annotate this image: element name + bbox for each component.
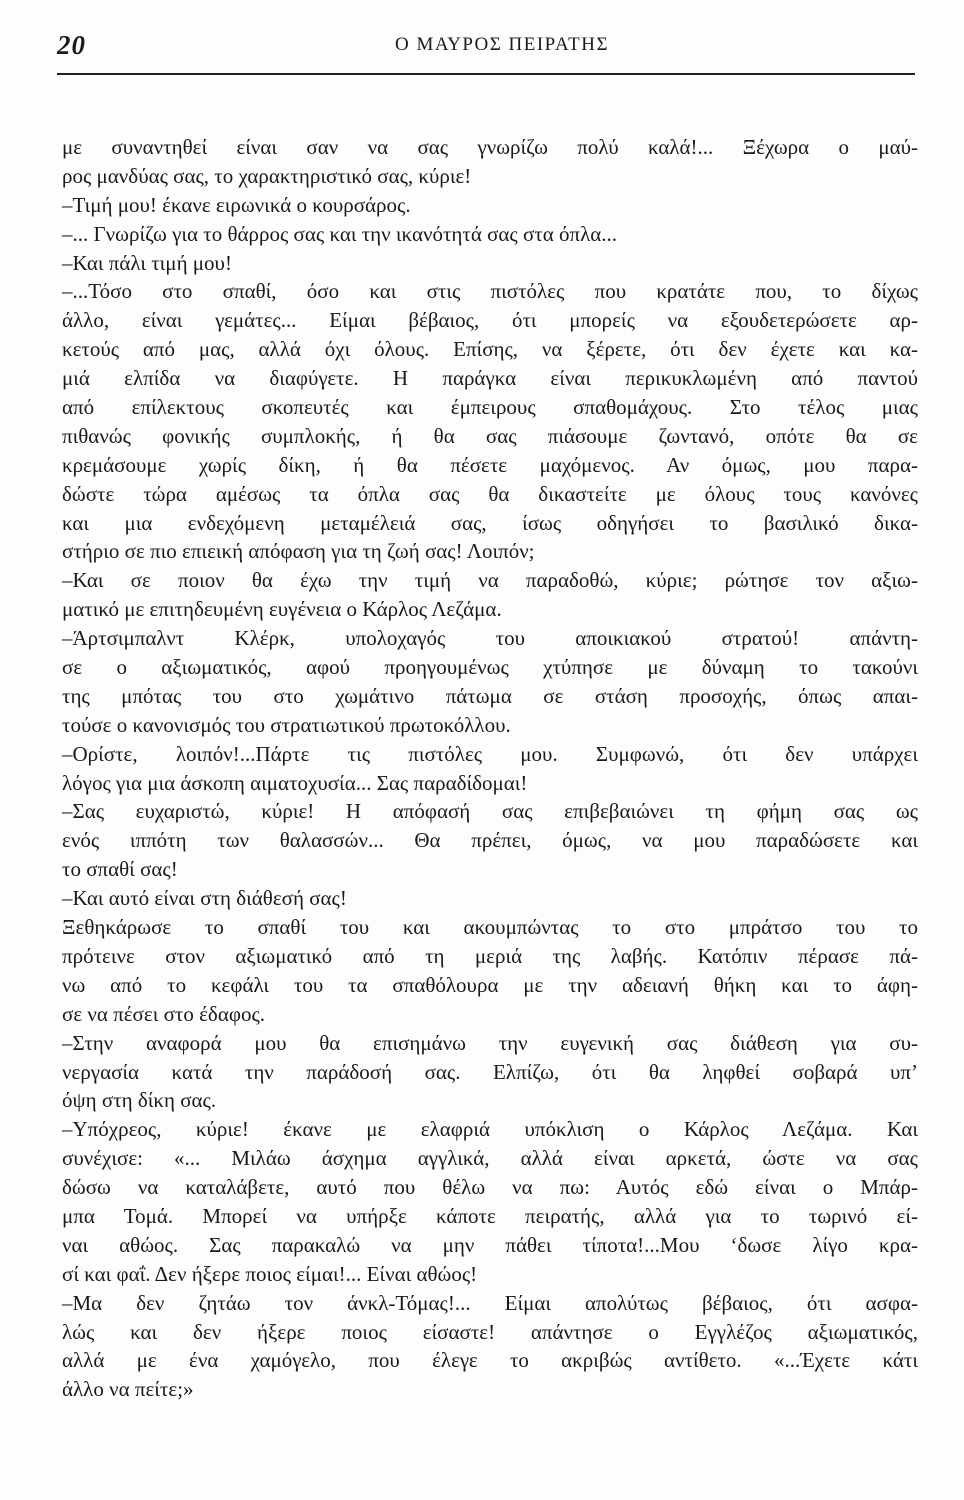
text-line: πρότεινε στον αξιωματικό από τη μεριά της λαβής. Κατόπιν πέρασε πά- [62, 943, 918, 968]
text-line: νεργασία κατά την παράδοσή σας. Ελπίζω, ότι θα ληφθεί σοβαρά υπ’ [62, 1059, 918, 1084]
text-line: αλλά με ένα χαμόγελο, που έλεγε το ακριβώς αντίθετο. «...Έχετε κάτι [62, 1348, 918, 1373]
text-line: όψη στη δίκη σας. [62, 1088, 217, 1113]
text-line: πιθανώς φονικής συμπλοκής, ή θα σας πιάσουμε ζωντανό, οπότε θα σε [62, 423, 918, 448]
text-line: με συναντηθεί είναι σαν να σας γνωρίζω πολύ καλά!... Ξέχωρα ο μαύ- [62, 135, 918, 159]
text-line: –Και σε ποιον θα έχω την τιμή να παραδοθώ, κύριε; ρώτησε τον αξιω- [62, 568, 918, 593]
text-line: –Άρτσιμπαλντ Κλέρκ, υπολοχαγός του αποικιακού στρατού! απάντη- [62, 626, 918, 651]
text-line: –Και αυτό είναι στη διάθεσή σας! [62, 886, 347, 911]
text-line: και μια ενδεχόμενη μεταμέλειά σας, ίσως οδηγήσει το βασιλικό δικα- [62, 510, 918, 535]
text-line: σε ο αξιωματικός, αφού προηγουμένως χτύπησε με δύναμη το τακούνι [62, 655, 918, 680]
text-line: –...Τόσο στο σπαθί, όσο και στις πιστόλες που κρατάτε που, το δίχως [62, 279, 918, 304]
text-line: –Και πάλι τιμή μου! [62, 250, 232, 275]
text-line: δώσω να καταλάβετε, αυτό που θέλω να πω: Αυτός εδώ είναι ο Μπάρ- [62, 1175, 918, 1200]
text-line: –Σας ευχαριστώ, κύριε! Η απόφασή σας επιβεβαιώνει τη φήμη σας ως [62, 799, 918, 824]
text-line: –Στην αναφορά μου θα επισημάνω την ευγενική σας διάθεση για συ- [62, 1030, 918, 1055]
text-line: μιά ελπίδα να διαφύγετε. Η παράγκα είναι περικυκλωμένη από παντού [62, 366, 918, 391]
text-line: κρεμάσουμε χωρίς δίκη, ή θα πέσετε μαχόμενος. Αν όμως, μου παρα- [62, 452, 918, 477]
text-line: τούσε ο κανονισμός του στρατιωτικού πρωτοκόλλου. [62, 712, 511, 737]
text-line: λώς και δεν ήξερε ποιος είσαστε! απάντησε ο Εγγλέζος αξιωματικός, [62, 1319, 918, 1344]
text-line: σί και φαΐ. Δεν ήξερε ποιος είμαι!... Είναι αθώος! [62, 1261, 478, 1286]
text-line: της μπότας του στο χωμάτινο πάτωμα σε στάση προσοχής, όπως απαι- [62, 683, 918, 708]
text-line: –... Γνωρίζω για το θάρρος σας και την ικανότητά σας στα όπλα... [62, 221, 618, 246]
page-header [57, 30, 917, 70]
text-line: συνέχισε: «... Μιλάω άσχημα αγγλικά, αλλά είναι αρκετά, ώστε να σας [62, 1146, 918, 1171]
text-line: κετούς από μας, αλλά όχι όλους. Επίσης, να ξέρετε, ότι δεν έχετε και κα- [62, 337, 918, 362]
text-line: το σπαθί σας! [62, 857, 178, 882]
text-line: ρος μανδύας σας, το χαρακτηριστικό σας, κύριε! [62, 163, 472, 188]
text-line: –Τιμή μου! έκανε ειρωνικά ο κουρσάρος. [62, 192, 411, 217]
text-line: σε να πέσει στο έδαφος. [62, 1001, 266, 1026]
text-line: μπα Τομά. Μπορεί να υπήρξε κάποτε πειρατής, αλλά για το τωρινό εί- [62, 1203, 918, 1228]
text-line: άλλο να πείτε;» [62, 1377, 194, 1402]
header-rule [57, 73, 915, 75]
running-title: Ο ΜΑΥΡΟΣ ΠΕΙΡΑΤΗΣ [395, 34, 610, 55]
text-line: ματικό με επιτηδευμένη ευγένεια ο Κάρλος Λεζάμα. [62, 597, 502, 622]
text-line: από επίλεκτους σκοπευτές και έμπειρους σπαθομάχους. Στο τέλος μιας [62, 395, 918, 420]
text-line: –Ορίστε, λοιπόν!...Πάρτε τις πιστόλες μου. Συμφωνώ, ότι δεν υπάρχει [62, 741, 918, 766]
text-line: στήριο σε πιο επιεική απόφαση για τη ζωή σας! Λοιπόν; [62, 539, 535, 564]
text-line: –Υπόχρεος, κύριε! έκανε με ελαφριά υπόκλιση ο Κάρλος Λεζάμα. Και [62, 1117, 918, 1142]
text-line: άλλο, είναι γεμάτες... Είμαι βέβαιος, ότι μπορείς να εξουδετερώσετε αρ- [62, 308, 918, 333]
page-number: 20 [57, 30, 86, 60]
text-line: νω από το κεφάλι του τα σπαθόλουρα με την αδειανή θήκη και το άφη- [62, 972, 918, 997]
text-line: ναι αθώος. Σας παρακαλώ να μην πάθει τίποτα!...Μου ‘δωσε λίγο κρα- [62, 1232, 918, 1257]
body-text [62, 133, 918, 1404]
text-line: ενός ιππότη των θαλασσών... Θα πρέπει, όμως, να μου παραδώσετε και [62, 828, 918, 853]
text-line: λόγος για μια άσκοπη αιματοχυσία... Σας παραδίδομαι! [62, 770, 528, 795]
text-line: Ξεθηκάρωσε το σπαθί του και ακουμπώντας το στο μπράτσο του το [62, 915, 918, 940]
text-line: –Μα δεν ζητάω τον άνκλ-Τόμας!... Είμαι απολύτως βέβαιος, ότι ασφα- [62, 1290, 918, 1315]
text-line: δώστε τώρα αμέσως τα όπλα σας θα δικαστείτε με όλους τους κανόνες [62, 481, 918, 506]
